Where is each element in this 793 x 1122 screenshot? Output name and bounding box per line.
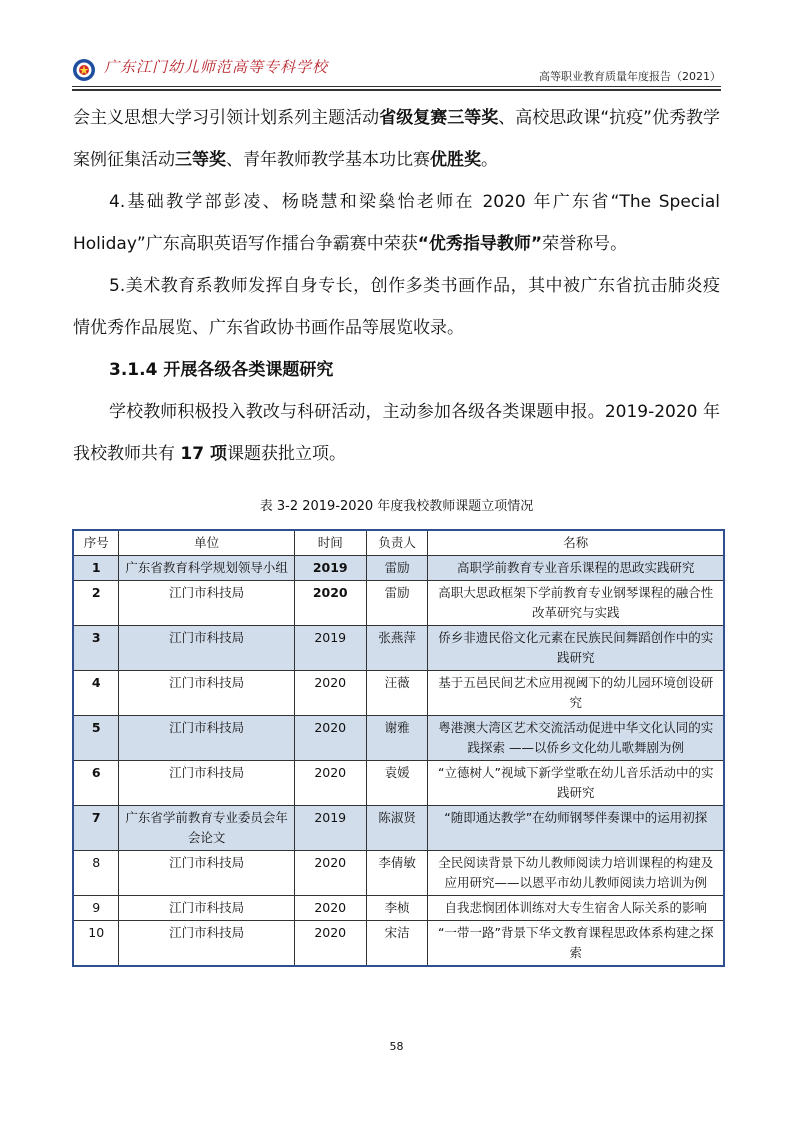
cell-name: 自我悲悯团体训练对大专生宿舍人际关系的影响 bbox=[428, 896, 724, 921]
projects-table bbox=[72, 529, 725, 967]
bold-award: “优秀指导教师” bbox=[417, 234, 543, 254]
cell-index: 8 bbox=[73, 851, 119, 896]
table-row bbox=[73, 761, 724, 806]
cell-year: 2019 bbox=[294, 806, 366, 851]
cell-lead: 宋洁 bbox=[366, 921, 428, 967]
bold-count: 17 项 bbox=[180, 444, 227, 464]
cell-name: “立德树人”视域下新学堂歌在幼儿音乐活动中的实践研究 bbox=[428, 761, 724, 806]
table-caption: 表 3-2 2019-2020 年度我校教师课题立项情况 bbox=[259, 499, 534, 514]
cell-unit: 广东省教育科学规划领导小组 bbox=[119, 556, 294, 581]
paragraph-english-award bbox=[73, 181, 720, 265]
cell-lead: 谢雅 bbox=[366, 716, 428, 761]
cell-name: 基于五邑民间艺术应用视阈下的幼儿园环境创设研究 bbox=[428, 671, 724, 716]
cell-name: “一带一路”背景下华文教育课程思政体系构建之探索 bbox=[428, 921, 724, 967]
cell-index: 1 bbox=[73, 556, 119, 581]
cell-name: 全民阅读背景下幼儿教师阅读力培训课程的构建及应用研究——以恩平市幼儿教师阅读力培训为例 bbox=[428, 851, 724, 896]
cell-year: 2020 bbox=[294, 716, 366, 761]
cell-lead: 袁媛 bbox=[366, 761, 428, 806]
header-name: 名称 bbox=[428, 530, 724, 556]
paragraph-research bbox=[73, 391, 720, 475]
table-row bbox=[73, 556, 724, 581]
cell-unit: 江门市科技局 bbox=[119, 626, 294, 671]
section-heading: 3.1.4 开展各级各类课题研究 bbox=[109, 360, 334, 380]
header-divider-thick bbox=[72, 89, 721, 91]
header-lead: 负责人 bbox=[366, 530, 428, 556]
cell-year: 2020 bbox=[294, 921, 366, 967]
bold-award: 优胜奖 bbox=[430, 150, 481, 170]
paragraph-awards bbox=[73, 97, 720, 181]
report-title: 高等职业教育质量年度报告（2021） bbox=[539, 70, 721, 83]
text-run: 课题获批立项。 bbox=[226, 444, 346, 464]
table-row bbox=[73, 806, 724, 851]
cell-lead: 陈淑贤 bbox=[366, 806, 428, 851]
cell-unit: 江门市科技局 bbox=[119, 761, 294, 806]
text-run: 、青年教师教学基本功比赛 bbox=[226, 150, 430, 170]
cell-name: 侨乡非遗民俗文化元素在民族民间舞蹈创作中的实践研究 bbox=[428, 626, 724, 671]
cell-year: 2019 bbox=[294, 626, 366, 671]
cell-year: 2020 bbox=[294, 896, 366, 921]
cell-unit: 江门市科技局 bbox=[119, 716, 294, 761]
cell-unit: 江门市科技局 bbox=[119, 671, 294, 716]
text-run: 会主义思想大学习引领计划系列主题活动 bbox=[73, 108, 380, 128]
cell-unit: 江门市科技局 bbox=[119, 851, 294, 896]
table-row bbox=[73, 851, 724, 896]
cell-index: 4 bbox=[73, 671, 119, 716]
school-emblem-icon bbox=[72, 58, 96, 82]
bold-award: 省级复赛三等奖 bbox=[379, 108, 499, 128]
cell-unit: 广东省学前教育专业委员会年会论文 bbox=[119, 806, 294, 851]
table-row bbox=[73, 581, 724, 626]
cell-index: 5 bbox=[73, 716, 119, 761]
text-run: 。 bbox=[481, 150, 498, 170]
text-run: 4.基础教学部彭凌、杨晓慧和梁燊怡老师在 2020 年广东省“The Special Holiday”广东高职英语写作擂台争霸赛中荣获 bbox=[73, 192, 720, 254]
cell-year: 2020 bbox=[294, 581, 366, 626]
table-row bbox=[73, 896, 724, 921]
table-header-row bbox=[73, 530, 724, 556]
cell-year: 2020 bbox=[294, 851, 366, 896]
cell-index: 2 bbox=[73, 581, 119, 626]
header-year: 时间 bbox=[294, 530, 366, 556]
bold-award: 三等奖 bbox=[175, 150, 226, 170]
table-row bbox=[73, 921, 724, 967]
cell-lead: 李桢 bbox=[366, 896, 428, 921]
main-content bbox=[73, 97, 720, 967]
school-name: 广东江门幼儿师范高等专科学校 bbox=[104, 58, 329, 76]
cell-year: 2020 bbox=[294, 671, 366, 716]
table-row bbox=[73, 716, 724, 761]
header-index: 序号 bbox=[73, 530, 119, 556]
table-row bbox=[73, 626, 724, 671]
cell-lead: 雷励 bbox=[366, 581, 428, 626]
cell-name: 高职大思政框架下学前教育专业钢琴课程的融合性改革研究与实践 bbox=[428, 581, 724, 626]
cell-index: 7 bbox=[73, 806, 119, 851]
cell-index: 6 bbox=[73, 761, 119, 806]
cell-unit: 江门市科技局 bbox=[119, 581, 294, 626]
cell-name: “随即通达教学”在幼师钢琴伴奏课中的运用初探 bbox=[428, 806, 724, 851]
cell-year: 2020 bbox=[294, 761, 366, 806]
cell-unit: 江门市科技局 bbox=[119, 921, 294, 967]
cell-lead: 张燕萍 bbox=[366, 626, 428, 671]
page-number: 58 bbox=[389, 1040, 404, 1053]
text-run: 、高校思政课“抗疫”优秀教学案例征集活动 bbox=[73, 108, 721, 170]
cell-lead: 李倩敏 bbox=[366, 851, 428, 896]
text-run: 荣誉称号。 bbox=[542, 234, 628, 254]
text-run: 学校教师积极投入教改与科研活动，主动参加各级各类课题申报。2019-2020 年我校教师共有 bbox=[73, 402, 720, 464]
cell-index: 9 bbox=[73, 896, 119, 921]
cell-name: 高职学前教育专业音乐课程的思政实践研究 bbox=[428, 556, 724, 581]
cell-lead: 汪薇 bbox=[366, 671, 428, 716]
cell-lead: 雷励 bbox=[366, 556, 428, 581]
header-divider bbox=[72, 86, 721, 87]
page-header bbox=[72, 52, 721, 84]
cell-index: 10 bbox=[73, 921, 119, 967]
cell-index: 3 bbox=[73, 626, 119, 671]
cell-unit: 江门市科技局 bbox=[119, 896, 294, 921]
header-unit: 单位 bbox=[119, 530, 294, 556]
cell-year: 2019 bbox=[294, 556, 366, 581]
paragraph-art-works: 5.美术教育系教师发挥自身专长，创作多类书画作品，其中被广东省抗击肺炎疫情优秀作品展览、广东省政协书画作品等展览收录。 bbox=[73, 276, 720, 338]
table-row bbox=[73, 671, 724, 716]
cell-name: 粤港澳大湾区艺术交流活动促进中华文化认同的实践探索 ——以侨乡文化幼儿歌舞剧为例 bbox=[428, 716, 724, 761]
